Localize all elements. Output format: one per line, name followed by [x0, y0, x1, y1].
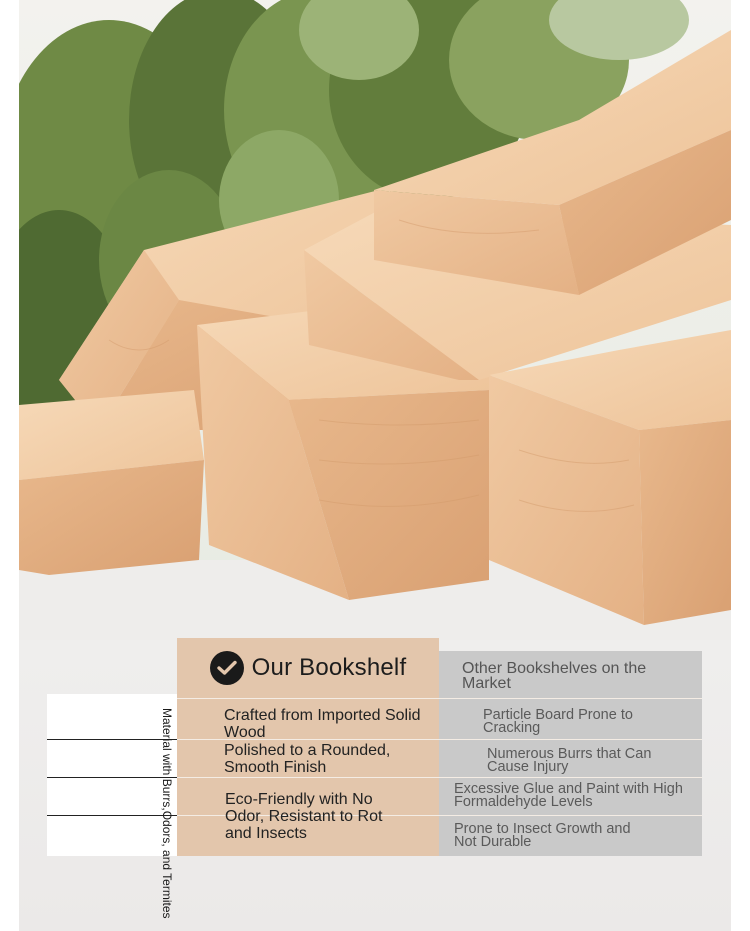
- check-circle-icon: [210, 651, 244, 685]
- our-bookshelf-title: Our Bookshelf: [251, 654, 407, 681]
- ours-item: Eco-Friendly with No Odor, Resistant to Rot and Insects: [225, 791, 383, 842]
- ours-item: Crafted from Imported Solid Wood: [224, 707, 421, 741]
- plank-left-low: [19, 390, 204, 575]
- our-bookshelf-header: [177, 638, 439, 698]
- side-label-block: [47, 694, 177, 856]
- other-bookshelves-title: Other Bookshelves on the Market: [462, 660, 647, 692]
- side-label-divider: [47, 777, 177, 778]
- row-divider: [177, 777, 702, 778]
- other-item: Excessive Glue and Paint with High Formaldehyde Levels: [454, 781, 683, 810]
- side-label-divider: [47, 815, 177, 816]
- row-divider: [177, 698, 702, 699]
- ours-item: Polished to a Rounded, Smooth Finish: [224, 742, 391, 776]
- side-label-divider: [47, 739, 177, 740]
- wood-planks-photo: [19, 0, 731, 640]
- other-item: Prone to Insect Growth and Not Durable: [454, 821, 631, 850]
- other-item: Numerous Burrs that Can Cause Injury: [487, 746, 652, 775]
- side-label-text: Material with Burrs,Odors, and Termites: [160, 708, 174, 919]
- other-item: Particle Board Prone to Cracking: [483, 707, 633, 736]
